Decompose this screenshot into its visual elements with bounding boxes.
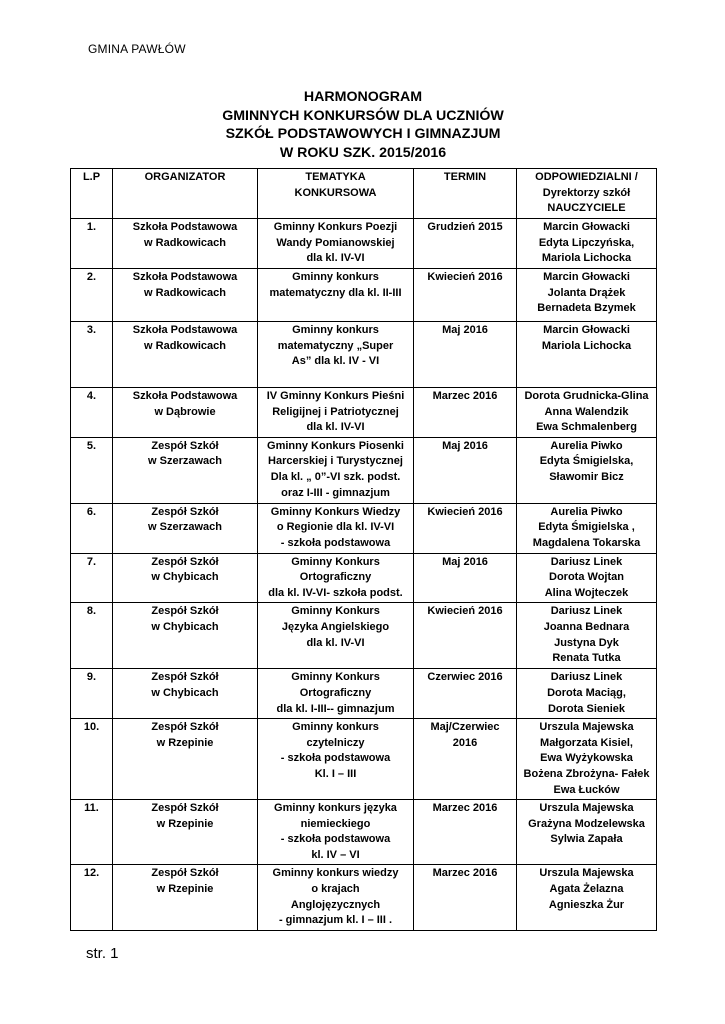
table-row <box>71 719 657 800</box>
cell-organizer-line: Zespół Szkół <box>151 867 219 880</box>
cell-topic <box>258 603 414 669</box>
cell-organizer <box>113 800 258 865</box>
table-row <box>71 219 657 269</box>
cell-organizer-line: Szkoła Podstawowa <box>132 390 238 402</box>
cell-organizer <box>113 322 258 388</box>
cell-topic <box>258 553 414 603</box>
cell-topic-line: As” dla kl. IV - VI <box>291 355 380 368</box>
cell-topic-line: dla kl. IV-VI <box>306 252 365 265</box>
cell-responsible-line: Aurelia Piwko <box>550 439 623 452</box>
cell-responsible-line: Grażyna Modzelewska <box>528 817 645 830</box>
cell-topic-line: Gminny Konkurs <box>291 555 380 568</box>
cell-topic-line: - gimnazjum kl. I – III . <box>278 914 393 927</box>
cell-responsible-line: Edyta Śmigielska , <box>538 521 635 534</box>
cell-organizer-line: w Radkowicach <box>144 236 226 249</box>
cell-topic-line: dla kl. IV-VI <box>306 636 365 649</box>
cell-organizer <box>113 388 258 438</box>
cell-organizer-line: Zespół Szkół <box>151 439 219 452</box>
table-row <box>71 388 657 438</box>
cell-term-line: Maj 2016 <box>442 439 488 452</box>
cell-responsible-line: Dorota Sieniek <box>547 702 626 715</box>
cell-responsible-line: Dariusz Linek <box>550 555 623 568</box>
cell-topic-line: Gminny Konkurs <box>291 605 380 618</box>
title-line: HARMONOGRAM <box>303 89 423 105</box>
cell-responsible-line: Edyta Śmigielska, <box>539 455 634 468</box>
cell-topic-line: - szkoła podstawowa <box>280 536 391 549</box>
cell-term <box>414 800 517 865</box>
cell-term <box>414 219 517 269</box>
cell-topic-line: IV Gminny Konkurs Pieśni <box>266 390 405 402</box>
cell-topic-line: Ortograficzny <box>299 571 372 584</box>
cell-term-line: Maj 2016 <box>442 555 488 568</box>
cell-organizer <box>113 719 258 800</box>
cell-organizer-line: w Chybicach <box>151 686 219 699</box>
cell-topic-line: - szkoła podstawowa <box>280 833 391 846</box>
cell-topic <box>258 388 414 438</box>
table-row <box>71 269 657 322</box>
cell-organizer <box>113 269 258 322</box>
cell-topic-line: kl. IV – VI <box>311 848 360 861</box>
cell-topic-line: Kl. I – III <box>314 767 357 780</box>
cell-term <box>414 503 517 553</box>
cell-organizer <box>113 553 258 603</box>
cell-responsible-line: Dorota Grudnicka-Glina <box>524 390 649 402</box>
cell-term-line: Kwiecień 2016 <box>427 605 503 618</box>
cell-topic-line: dla kl. IV-VI- szkoła podst. <box>268 586 403 599</box>
cell-organizer <box>113 503 258 553</box>
cell-responsible-line: Agata Żelazna <box>549 883 624 896</box>
cell-topic-line: dla kl. IV-VI <box>306 421 365 434</box>
cell-topic-line: Ortograficzny <box>299 686 372 699</box>
table-row <box>71 553 657 603</box>
cell-responsible-line: Jolanta Drążek <box>547 286 626 299</box>
table-row <box>71 669 657 719</box>
cell-responsible-line: Urszula Majewska <box>539 867 634 880</box>
cell-term <box>414 865 517 930</box>
table-row <box>71 322 657 388</box>
cell-responsible-line: Marcin Głowacki <box>543 221 630 233</box>
cell-term <box>414 553 517 603</box>
cell-topic <box>258 719 414 800</box>
cell-lp: 6. <box>71 503 113 553</box>
cell-term-line: Kwiecień 2016 <box>427 271 503 283</box>
cell-responsible-line: Dorota Wojtan <box>549 571 624 584</box>
cell-responsible <box>517 388 657 438</box>
cell-responsible-line: Dariusz Linek <box>550 605 623 618</box>
cell-organizer-line: w Chybicach <box>151 620 219 633</box>
cell-topic-line: Gminny konkurs <box>292 721 379 734</box>
cell-term <box>414 437 517 503</box>
cell-responsible-line: Mariola Lichocka <box>541 339 632 352</box>
cell-responsible <box>517 503 657 553</box>
cell-topic-line: czytelniczy <box>306 736 365 749</box>
cell-term <box>414 322 517 388</box>
cell-term-line: Marzec 2016 <box>432 867 498 880</box>
cell-responsible-line: Ewa Łucków <box>553 783 620 796</box>
cell-organizer-line: Zespół Szkół <box>151 671 219 684</box>
cell-lp: 10. <box>71 719 113 800</box>
cell-lp: 9. <box>71 669 113 719</box>
cell-term-line: Maj 2016 <box>442 324 488 336</box>
cell-topic-line: o Regionie dla kl. IV-VI <box>276 521 395 534</box>
cell-responsible-line: Aurelia Piwko <box>550 505 623 518</box>
cell-responsible-line: Sylwia Zapała <box>550 833 623 846</box>
cell-topic-line: Języka Angielskiego <box>281 620 390 633</box>
cell-topic <box>258 800 414 865</box>
title-line: GMINNYCH KONKURSÓW DLA UCZNIÓW <box>222 107 504 124</box>
cell-term <box>414 669 517 719</box>
cell-term-line: Maj/Czerwiec <box>430 721 500 734</box>
cell-responsible <box>517 437 657 503</box>
title-line: SZKÓŁ PODSTAWOWYCH I GIMNAZJUM <box>225 126 501 142</box>
cell-term-line: Czerwiec 2016 <box>427 671 503 684</box>
cell-organizer-line: w Dąbrowie <box>154 405 216 418</box>
cell-organizer <box>113 219 258 269</box>
cell-topic-line: matematyczny „Super <box>277 339 394 352</box>
cell-term <box>414 269 517 322</box>
cell-lp: 4. <box>71 388 113 438</box>
title-line: W ROKU SZK. 2015/2016 <box>279 144 447 161</box>
document-header-municipality: GMINA PAWŁÓW <box>88 42 186 56</box>
cell-topic-line: Wandy Pomianowskiej <box>276 236 395 249</box>
cell-responsible <box>517 865 657 930</box>
cell-organizer-line: Zespół Szkół <box>151 555 219 568</box>
cell-organizer-line: w Szerzawach <box>148 521 222 534</box>
cell-term-line: Marzec 2016 <box>432 390 498 402</box>
cell-topic-line: Harcerskiej i Turystycznej <box>268 455 403 468</box>
cell-term-line: Grudzień 2015 <box>427 221 503 233</box>
cell-lp: 8. <box>71 603 113 669</box>
cell-topic-line: Gminny Konkurs Poezji <box>273 221 398 233</box>
cell-topic <box>258 669 414 719</box>
cell-topic <box>258 269 414 322</box>
table-row <box>71 603 657 669</box>
cell-organizer-line: w Chybicach <box>151 571 219 584</box>
cell-term-line: 2016 <box>452 736 478 749</box>
cell-organizer-line: Szkoła Podstawowa <box>132 221 238 233</box>
cell-organizer-line: w Rzepinie <box>156 817 214 830</box>
cell-term-line: Marzec 2016 <box>432 802 498 815</box>
cell-topic-line: Anglojęzycznych <box>290 898 381 911</box>
cell-topic-line: Religijnej i Patriotycznej <box>272 405 399 418</box>
cell-responsible-line: Dorota Maciąg, <box>547 686 626 699</box>
cell-topic <box>258 437 414 503</box>
column-header-responsible: ODPOWIEDZIALNI / Dyrektorzy szkół NAUCZYCIELE <box>517 169 657 219</box>
cell-topic <box>258 865 414 930</box>
cell-organizer-line: w Rzepinie <box>156 736 214 749</box>
cell-term <box>414 603 517 669</box>
cell-organizer-line: Szkoła Podstawowa <box>132 324 238 336</box>
cell-term-line: Kwiecień 2016 <box>427 505 503 518</box>
cell-topic-line: oraz I-III - gimnazjum <box>281 486 390 499</box>
cell-topic-line: dla kl. I-III-- gimnazjum <box>276 702 395 715</box>
table-row <box>71 437 657 503</box>
cell-topic-line: Gminny Konkurs <box>291 671 380 684</box>
cell-topic-line: Gminny Konkurs Piosenki <box>267 439 404 452</box>
cell-lp: 1. <box>71 219 113 269</box>
cell-topic-line: o krajach <box>311 883 360 896</box>
cell-responsible-line: Renata Tutka <box>552 652 621 665</box>
cell-responsible-line: Anna Walendzik <box>544 405 629 418</box>
cell-organizer-line: Zespół Szkół <box>151 721 219 734</box>
cell-lp: 5. <box>71 437 113 503</box>
page-number: str. 1 <box>86 945 119 962</box>
cell-topic-line: Gminny konkurs <box>292 324 379 336</box>
cell-responsible-line: Magdalena Tokarska <box>532 536 641 549</box>
cell-responsible-line: Edyta Lipczyńska, <box>538 236 635 249</box>
cell-organizer-line: Zespół Szkół <box>151 605 219 618</box>
cell-topic-line: Gminny konkurs wiedzy <box>272 867 399 880</box>
cell-responsible-line: Alina Wojteczek <box>544 586 629 599</box>
cell-responsible-line: Justyna Dyk <box>554 636 619 649</box>
cell-organizer <box>113 603 258 669</box>
cell-topic <box>258 503 414 553</box>
cell-topic-line: Gminny konkurs języka <box>274 802 397 815</box>
cell-topic-line: matematyczny dla kl. II-III <box>269 286 402 299</box>
cell-responsible-line: Urszula Majewska <box>539 721 634 734</box>
column-header-organizer: ORGANIZATOR <box>113 169 258 219</box>
cell-topic-line: Gminny Konkurs Wiedzy <box>270 505 401 518</box>
cell-organizer <box>113 437 258 503</box>
cell-responsible-line: Marcin Głowacki <box>543 271 630 283</box>
contest-schedule-table <box>70 168 657 931</box>
cell-lp: 12. <box>71 865 113 930</box>
cell-topic-line: Dla kl. „ 0”-VI szk. podst. <box>270 470 401 483</box>
cell-organizer-line: w Radkowicach <box>144 286 226 299</box>
cell-topic-line: - szkoła podstawowa <box>280 752 391 765</box>
cell-responsible-line: Urszula Majewska <box>539 802 634 815</box>
cell-responsible <box>517 322 657 388</box>
cell-organizer-line: w Rzepinie <box>156 883 214 896</box>
cell-lp: 2. <box>71 269 113 322</box>
column-header-term: TERMIN <box>414 169 517 219</box>
cell-responsible-line: Bernadeta Bzymek <box>537 302 636 315</box>
cell-responsible-line: Bożena Zbrożyna- Fałek <box>523 767 650 780</box>
cell-responsible-line: Ewa Schmalenberg <box>536 421 637 434</box>
table-header-row <box>71 169 657 219</box>
cell-topic-line: niemieckiego <box>300 817 371 830</box>
cell-responsible-line: Mariola Lichocka <box>541 252 632 265</box>
cell-responsible <box>517 669 657 719</box>
cell-responsible-line: Joanna Bednara <box>543 620 630 633</box>
cell-responsible <box>517 603 657 669</box>
cell-topic <box>258 219 414 269</box>
cell-responsible-line: Marcin Głowacki <box>543 324 630 336</box>
cell-responsible-line: Agnieszka Żur <box>548 898 625 911</box>
column-header-lp: L.P <box>71 169 113 219</box>
cell-lp: 7. <box>71 553 113 603</box>
cell-responsible <box>517 553 657 603</box>
cell-responsible-line: Małgorzata Kisiel, <box>540 736 633 749</box>
cell-organizer-line: Zespół Szkół <box>151 802 219 815</box>
cell-responsible <box>517 269 657 322</box>
cell-responsible <box>517 219 657 269</box>
column-header-topic: TEMATYKA KONKURSOWA <box>258 169 414 219</box>
cell-topic <box>258 322 414 388</box>
table-body <box>71 219 657 931</box>
cell-organizer-line: Szkoła Podstawowa <box>132 271 238 283</box>
cell-responsible <box>517 800 657 865</box>
cell-term <box>414 388 517 438</box>
cell-organizer-line: w Szerzawach <box>148 455 222 468</box>
table-row <box>71 865 657 930</box>
table-row <box>71 503 657 553</box>
document-title <box>70 88 656 162</box>
cell-organizer <box>113 865 258 930</box>
cell-responsible-line: Ewa Wyżykowska <box>540 752 633 765</box>
cell-lp: 11. <box>71 800 113 865</box>
cell-organizer-line: w Radkowicach <box>144 339 226 352</box>
cell-term <box>414 719 517 800</box>
cell-organizer-line: Zespół Szkół <box>151 505 219 518</box>
cell-topic-line: Gminny konkurs <box>292 271 379 283</box>
table-row <box>71 800 657 865</box>
cell-lp: 3. <box>71 322 113 388</box>
cell-organizer <box>113 669 258 719</box>
cell-responsible <box>517 719 657 800</box>
cell-responsible-line: Sławomir Bicz <box>549 470 624 483</box>
cell-responsible-line: Dariusz Linek <box>550 671 623 684</box>
